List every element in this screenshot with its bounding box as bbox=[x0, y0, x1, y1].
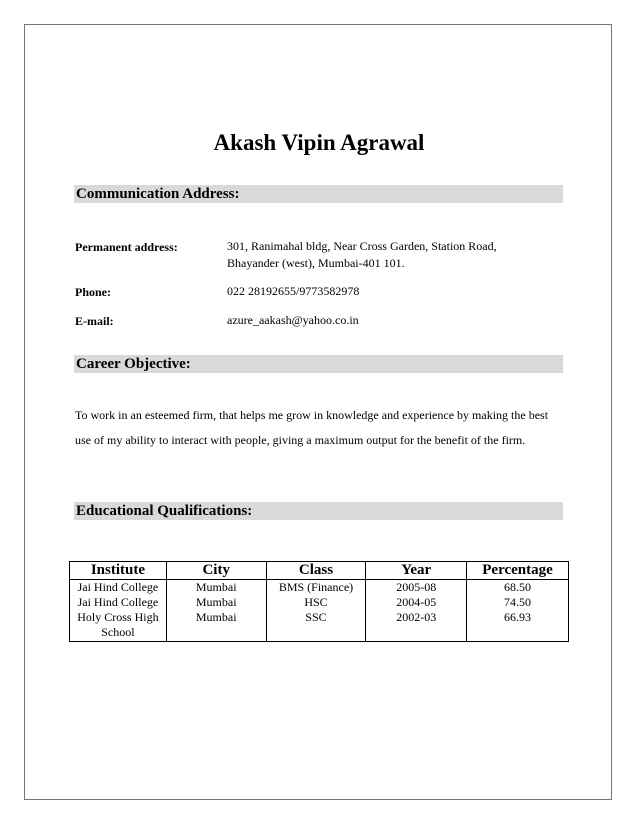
permanent-address-line-1: 301, Ranimahal bldg, Near Cross Garden, Station Road, bbox=[227, 239, 497, 253]
cell-class: SSC bbox=[266, 610, 366, 642]
education-table-header-row bbox=[70, 562, 569, 580]
section-career-objective: Career Objective: bbox=[74, 355, 563, 373]
section-communication-address: Communication Address: bbox=[74, 185, 563, 203]
header-percentage: Percentage bbox=[467, 562, 569, 580]
cell-year: 2004-05 bbox=[366, 595, 467, 610]
cell-institute: Holy Cross High School bbox=[70, 610, 167, 642]
cell-percentage: 74.50 bbox=[467, 595, 569, 610]
cell-percentage: 68.50 bbox=[467, 580, 569, 596]
email-label: E-mail: bbox=[75, 314, 114, 328]
cell-year: 2002-03 bbox=[366, 610, 467, 642]
candidate-name: Akash Vipin Agrawal bbox=[213, 130, 425, 155]
header-year: Year bbox=[366, 562, 467, 580]
section-educational-qualifications: Educational Qualifications: bbox=[74, 502, 563, 520]
cell-class: BMS (Finance) bbox=[266, 580, 366, 596]
cell-percentage: 66.93 bbox=[467, 610, 569, 642]
header-class: Class bbox=[266, 562, 366, 580]
permanent-address-line-2: Bhayander (west), Mumbai-401 101. bbox=[227, 256, 405, 270]
table-row bbox=[70, 580, 569, 596]
phone-label: Phone: bbox=[75, 285, 111, 299]
cell-city: Mumbai bbox=[166, 580, 266, 596]
email-value: azure_aakash@yahoo.co.in bbox=[227, 313, 359, 327]
cell-institute: Jai Hind College bbox=[70, 595, 167, 610]
permanent-address-label: Permanent address: bbox=[75, 240, 178, 254]
table-row bbox=[70, 610, 569, 642]
cell-class: HSC bbox=[266, 595, 366, 610]
header-city: City bbox=[166, 562, 266, 580]
cell-city: Mumbai bbox=[166, 610, 266, 642]
cell-institute: Jai Hind College bbox=[70, 580, 167, 596]
cell-year: 2005-08 bbox=[366, 580, 467, 596]
phone-value: 022 28192655/9773582978 bbox=[227, 284, 360, 298]
table-row bbox=[70, 595, 569, 610]
cell-city: Mumbai bbox=[166, 595, 266, 610]
permanent-address-value bbox=[227, 238, 497, 272]
header-institute: Institute bbox=[70, 562, 167, 580]
education-table bbox=[69, 561, 569, 642]
career-objective-text: To work in an esteemed firm, that helps me grow in knowledge and experience by making the best use of my ability to interact with people, giving a maximum output for the benefit of the firm. bbox=[75, 408, 549, 447]
